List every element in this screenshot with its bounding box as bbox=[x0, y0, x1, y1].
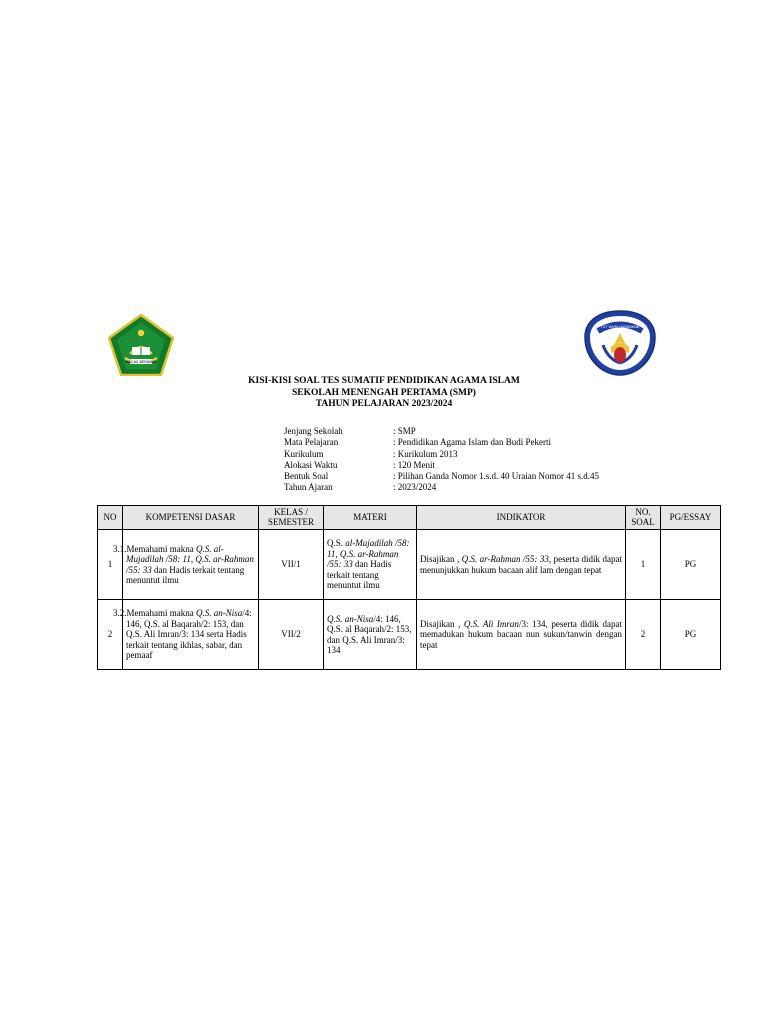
title-line-1: KISI-KISI SOAL TES SUMATIF PENDIDIKAN AGAMA ISLAM bbox=[248, 376, 520, 386]
header-pg-essay: PG/ESSAY bbox=[661, 506, 721, 530]
header-no-soal: NO. SOAL bbox=[626, 506, 661, 530]
info-value: : Pendidikan Agama Islam dan Budi Pekerti bbox=[393, 437, 551, 448]
info-value: : Kurikulum 2013 bbox=[393, 448, 458, 459]
header-kelas-semester: KELAS / SEMESTER bbox=[259, 506, 324, 530]
info-value: : 120 Menit bbox=[393, 459, 435, 470]
row-type: PG bbox=[661, 600, 721, 670]
info-row-jenjang bbox=[284, 426, 599, 437]
row-indikator: Disajikan , Q.S. ar-Rahman /55: 33, peserta didik dapat menunjukkan hukum bacaan alif lam dengan tepat bbox=[417, 530, 626, 600]
header-indikator: INDIKATOR bbox=[417, 506, 626, 530]
svg-text:TUT WURI HANDAYANI: TUT WURI HANDAYANI bbox=[600, 325, 640, 329]
row-type: PG bbox=[661, 530, 721, 600]
row-kompetensi-dasar: 3.1.Memahami makna Q.S. al-Mujadilah /58: 11, Q.S. ar-Rahman /55: 33 dan Hadis terkait tentang menuntut ilmu bbox=[123, 530, 259, 600]
title-line-2: SEKOLAH MENENGAH PERTAMA (SMP) bbox=[292, 387, 476, 398]
row-no: 1 bbox=[98, 530, 123, 600]
header-no: NO bbox=[98, 506, 123, 530]
table-header-row bbox=[98, 506, 721, 530]
table-row bbox=[98, 530, 721, 600]
info-row-alokasi bbox=[284, 460, 599, 471]
row-no: 2 bbox=[98, 600, 123, 670]
tut-wuri-handayani-logo bbox=[583, 309, 657, 377]
info-value: : Pilihan Ganda Nomor 1.s.d. 40 Uraian Nomor 41 s.d.45 bbox=[393, 471, 599, 482]
row-kelas: VII/2 bbox=[259, 600, 324, 670]
title-line-3: TAHUN PELAJARAN 2023/2024 bbox=[315, 399, 453, 409]
identity-info bbox=[284, 426, 599, 494]
info-row-kurikulum bbox=[284, 449, 599, 460]
info-row-mapel bbox=[284, 437, 599, 448]
header-materi: MATERI bbox=[324, 506, 417, 530]
info-key: Mata Pelajaran bbox=[284, 437, 339, 448]
table-row bbox=[98, 600, 721, 670]
svg-text:IKHLAS BERAMAL: IKHLAS BERAMAL bbox=[125, 360, 157, 364]
row-kompetensi-dasar: 3.2.Memahami makna Q.S. an-Nisa/4: 146, Q.S. al Baqarah/2: 153, dan Q.S. Ali Imran/3: 134 serta Hadis terkait tentang ikhlas, sabar, dan pemaaf bbox=[123, 600, 259, 670]
header-kompetensi-dasar: KOMPETENSI DASAR bbox=[123, 506, 259, 530]
info-key: Tahun Ajaran bbox=[284, 482, 333, 493]
row-no-soal: 2 bbox=[626, 600, 661, 670]
row-kelas: VII/1 bbox=[259, 530, 324, 600]
info-row-bentuk bbox=[284, 471, 599, 482]
info-row-tahun bbox=[284, 482, 599, 493]
kementerian-agama-logo bbox=[108, 314, 174, 376]
row-materi: Q.S. al-Mujadilah /58: 11, Q.S. ar-Rahman /55: 33 dan Hadis terkait tentang menuntut ilmu bbox=[324, 530, 417, 600]
info-value: : SMP bbox=[393, 426, 416, 436]
info-key: Alokasi Waktu bbox=[284, 459, 338, 470]
row-no-soal: 1 bbox=[626, 530, 661, 600]
row-materi: Q.S. an-Nisa/4: 146, Q.S. al Baqarah/2: 153, dan Q.S. Ali Imran/3: 134 bbox=[324, 600, 417, 670]
info-value: : 2023/2024 bbox=[393, 482, 437, 493]
row-indikator: Disajikan , Q.S. Ali Imran/3: 134, peserta didik dapat memadukan hukum bacaan nun sukun/tanwin dengan tepat bbox=[417, 600, 626, 670]
kisi-kisi-table bbox=[97, 505, 721, 670]
star-icon bbox=[138, 330, 144, 336]
info-key: Bentuk Soal bbox=[284, 471, 329, 482]
info-key: Jenjang Sekolah bbox=[284, 426, 343, 436]
info-key: Kurikulum bbox=[284, 448, 324, 459]
document-title bbox=[0, 376, 768, 411]
